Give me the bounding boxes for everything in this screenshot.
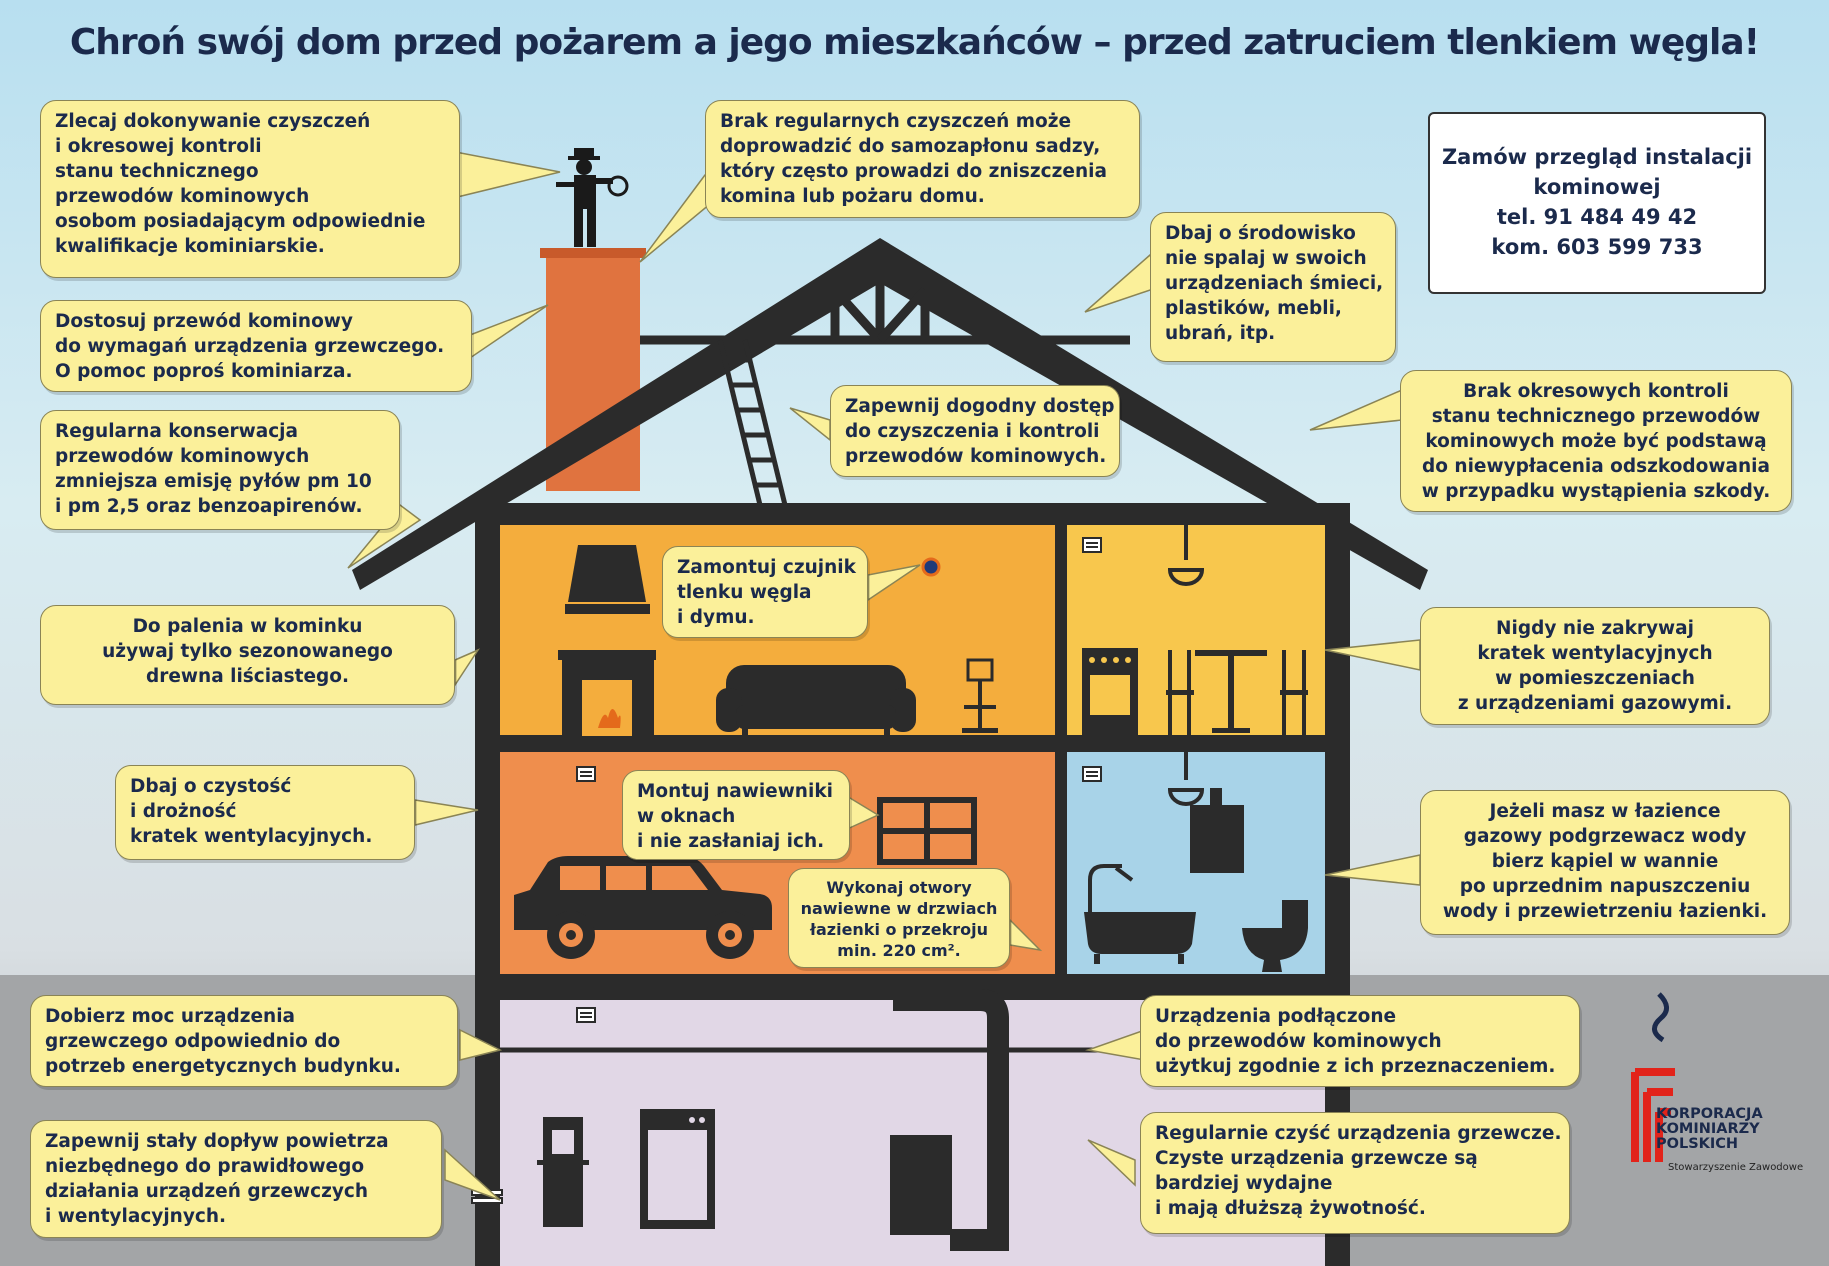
tip-line: przewodów kominowych. [845,446,1107,467]
tip-line: z urządzeniami gazowymi. [1457,693,1733,714]
tip-line: przewodów kominowych [55,446,310,467]
tip-line: Dbaj o środowisko [1165,223,1356,244]
tip-line: Wykonaj otwory [826,878,972,897]
tip-line: nawiewne w drzwiach [800,899,998,918]
tip-line: Zlecaj dokonywanie czyszczeń [55,111,371,132]
tip-line: osobom posiadającym odpowiednie [55,211,426,232]
tip-line: doprowadzić do samozapłonu sadzy, [720,136,1101,157]
tip-line: kratek wentylacyjnych. [130,826,373,847]
tip-line: działania urządzeń grzewczych [45,1181,369,1202]
tip-line: w pomieszczeniach [1495,668,1695,689]
tip-proper-use [1140,995,1580,1087]
tip-line: grzewczego odpowiednio do [45,1031,341,1052]
tip-line: bierz kąpiel w wannie [1491,851,1719,872]
tip-line: Urządzenia podłączone [1155,1006,1397,1027]
bathroom-vent-grille [1083,767,1101,781]
tip-line: ubrań, itp. [1165,323,1276,344]
tip-line: Regularnie czyść urządzenia grzewcze. [1155,1123,1562,1144]
tip-line: stanu technicznego przewodów [1431,406,1761,427]
tip-line: komina lub pożaru domu. [720,186,985,207]
tip-line: stanu technicznego [55,161,259,182]
tip-vents-clean [115,765,415,860]
tip-line: Zapewnij stały dopływ powietrza [45,1131,389,1152]
contact-line: kominowej [1533,175,1661,199]
tip-line: Dobierz moc urządzenia [45,1006,296,1027]
tip-line: Nigdy nie zakrywaj [1496,618,1694,639]
tip-line: kratek wentylacyjnych [1477,643,1713,664]
tip-line: potrzeb energetycznych budynku. [45,1056,401,1077]
tip-no-inspection [1400,370,1792,512]
tip-maintenance [40,410,400,530]
tip-line: i pm 2,5 oraz benzoapirenów. [55,496,363,517]
tip-line: przewodów kominowych [55,186,310,207]
gas-stove [1082,648,1138,735]
contact-box [1428,112,1766,294]
tip-line: używaj tylko sezonowanego [102,641,393,662]
tip-line: łazienki o przekroju [810,920,988,939]
tip-line: kominowych może być podstawą [1425,431,1767,452]
tip-line: do przewodów kominowych [1155,1031,1442,1052]
tip-line: niezbędnego do prawidłowego [45,1156,365,1177]
tip-adjust-flue [40,300,472,392]
tip-line: nie spalaj w swoich [1165,248,1367,269]
tip-line: Do palenia w kominku [132,616,363,637]
tip-line: Montuj nawiewniki [637,781,833,802]
tip-line: Regularna konserwacja [55,421,298,442]
tip-line: bardziej wydajne [1155,1173,1333,1194]
tip-line: drewna liściastego. [146,666,349,687]
tip-line: i nie zasłaniaj ich. [637,831,825,852]
contact-line: Zamów przegląd instalacji [1441,145,1753,169]
tip-line: gazowy podgrzewacz wody [1463,826,1747,847]
gas-boiler [890,1135,952,1235]
tip-line: Brak regularnych czyszczeń może [720,111,1072,132]
basement-vent-grille [577,1008,595,1022]
tip-line: i mają dłuższą żywotność. [1155,1198,1426,1219]
logo-subtitle: Stowarzyszenie Zawodowe [1668,1162,1804,1173]
tip-soot-fire [705,100,1140,218]
garage-vent-grille [577,767,595,781]
tip-line: w oknach [637,806,736,827]
tip-clean-devices [1140,1112,1570,1234]
co-detector [923,559,939,575]
contact-mobile: kom. 603 599 733 [1491,235,1703,259]
boiler [537,1117,589,1227]
tip-vents-cover [1420,607,1770,725]
tip-line: i dymu. [677,607,755,628]
tip-line: wody i przewietrzeniu łazienki. [1442,901,1768,922]
basement-appliance [640,1109,715,1229]
tip-door-openings [788,868,1010,968]
tip-line: po uprzednim napuszczeniu [1459,876,1751,897]
tip-line: w przypadku wystąpienia szkody. [1421,481,1771,502]
chimney-sweep-figure [556,148,627,247]
tip-water-heater [1420,790,1790,935]
tip-line: do wymagań urządzenia grzewczego. [55,336,445,357]
tip-environment [1150,212,1396,362]
tip-heater-power [30,995,458,1087]
tip-line: Czyste urządzenia grzewcze są [1155,1148,1478,1169]
page-title: Chroń swój dom przed pożarem a jego mieszkańców – przed zatruciem tlenkiem węgla! [69,22,1760,63]
tip-access [830,385,1120,477]
tip-line: Zamontuj czujnik [677,557,856,578]
tip-line: O pomoc poproś kominiarza. [55,361,353,382]
tip-line: kwalifikacje kominiarskie. [55,236,325,257]
tip-line: Dostosuj przewód kominowy [55,311,353,332]
tip-line: użytkuj zgodnie z ich przeznaczeniem. [1155,1056,1556,1077]
tip-firewood [40,605,455,705]
logo-line: KORPORACJA [1656,1106,1763,1122]
logo-line: POLSKICH [1656,1136,1739,1152]
logo-line: KOMINIARZY [1656,1121,1760,1137]
tip-line: i okresowej kontroli [55,136,262,157]
tip-air-supply [30,1120,442,1238]
tip-line: min. 220 cm². [837,941,961,960]
tip-line: i wentylacyjnych. [45,1206,227,1227]
tip-line: Brak okresowych kontroli [1463,381,1729,402]
kitchen-vent-grille [1083,538,1101,552]
tip-line: Dbaj o czystość [130,776,292,797]
tip-window-vents [622,770,850,860]
tip-line: zmniejsza emisję pyłów pm 10 [55,471,372,492]
tip-line: tlenku węgla [677,582,812,603]
tip-line: Jeżeli masz w łazience [1489,801,1721,822]
tip-chimney-sweep [40,100,460,278]
tip-line: plastików, mebli, [1165,298,1342,319]
tip-line: urządzeniach śmieci, [1165,273,1384,294]
tip-line: i drożność [130,801,237,822]
sofa [716,665,916,738]
logo-wordmark [1656,1107,1763,1152]
chimney-cap [540,248,646,258]
tip-line: do niewypłacenia odszkodowania [1422,456,1770,477]
tip-line: Zapewnij dogodny dostęp [845,396,1115,417]
tip-line: do czyszczenia i kontroli [845,421,1100,442]
tip-line: który często prowadzi do zniszczenia [720,161,1107,182]
tip-detector [662,546,868,638]
contact-phone: tel. 91 484 49 42 [1496,205,1698,229]
